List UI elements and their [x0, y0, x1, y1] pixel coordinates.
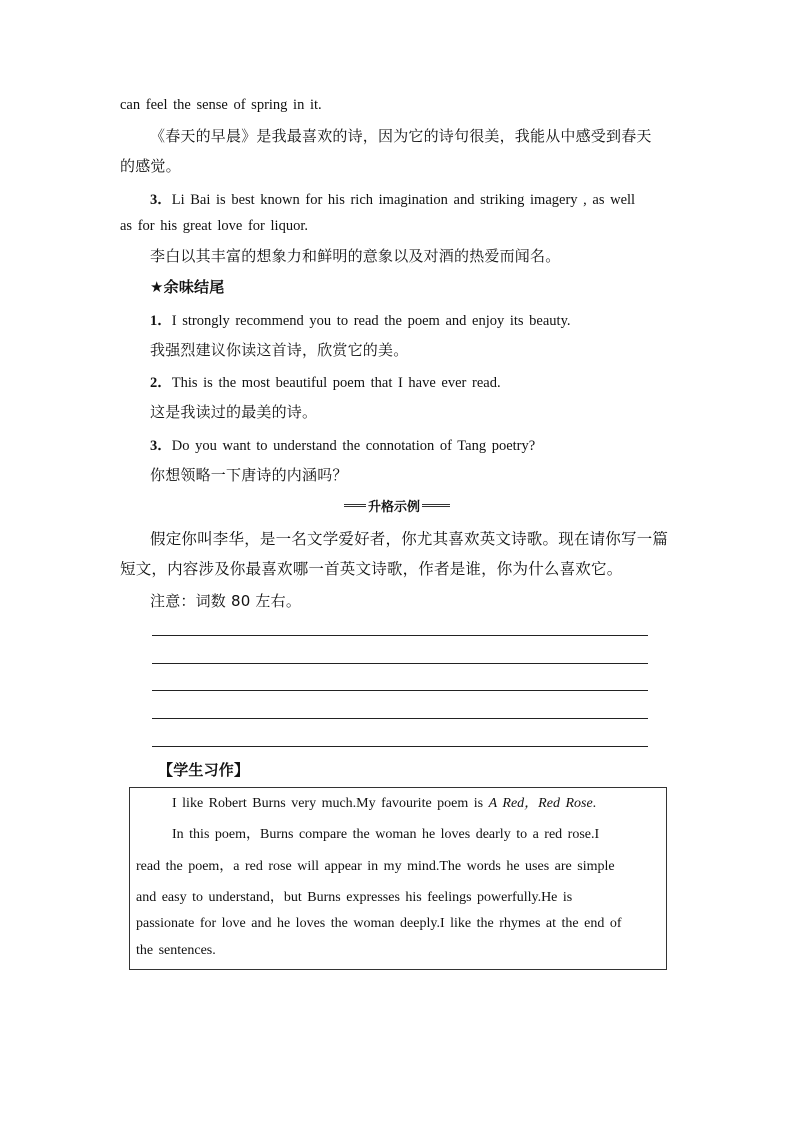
answer-line[interactable] — [152, 690, 648, 691]
text-line: 《春天的早晨》是我最喜欢的诗，因为它的诗句很美，我能从中感受到春天 — [150, 127, 652, 145]
essay-line: passionate for love and he loves the woman deeply.I like the rhymes at the end of — [136, 916, 622, 931]
essay-line: In this poem，Burns compare the woman he loves dearly to a red rose.I — [172, 827, 600, 842]
item-text: This is the most beautiful poem that I have ever read. — [171, 375, 501, 391]
list-item — [150, 434, 535, 455]
answer-line[interactable] — [152, 718, 648, 719]
translation: 你想领略一下唐诗的内涵吗？ — [150, 466, 348, 484]
item-text: Do you want to understand the connotation of Tang poetry? — [171, 438, 536, 454]
item-text: I strongly recommend you to read the poem and enjoy its beauty. — [171, 313, 571, 329]
text-line: as for his great love for liquor. — [120, 218, 308, 234]
text-line — [150, 188, 635, 209]
item-number: 3． — [150, 192, 172, 208]
prompt-text: 短文，内容涉及你最喜欢哪一首英文诗歌，作者是谁，你为什么喜欢它。 — [120, 560, 623, 578]
essay-line: read the poem，a red rose will appear in my mind.The words he uses are simple — [136, 859, 615, 874]
essay-line: and easy to understand，but Burns expresses his feelings powerfully.He is — [136, 890, 573, 905]
text-line: 李白以其丰富的想象力和鲜明的意象以及对酒的热爱而闻名。 — [150, 247, 561, 265]
banner-title: 升格示例 — [366, 496, 422, 515]
essay-line: the sentences. — [136, 943, 216, 958]
list-item — [150, 309, 571, 330]
essay-line — [172, 792, 596, 812]
answer-line[interactable] — [152, 746, 648, 747]
section-heading: ★余味结尾 — [150, 278, 225, 296]
note-text: 注意：词数 80 左右。 — [150, 592, 302, 610]
essay-text: I like Robert Burns very much.My favourite poem is — [172, 796, 489, 811]
section-banner — [344, 497, 450, 513]
translation: 这是我读过的最美的诗。 — [150, 403, 318, 421]
essay-text: . — [592, 796, 597, 811]
text-line: can feel the sense of spring in it. — [120, 97, 322, 113]
poem-title: A Red，Red Rose — [488, 796, 593, 811]
prompt-text: 假定你叫李华，是一名文学爱好者，你尤其喜欢英文诗歌。现在请你写一篇 — [150, 530, 669, 548]
text-line: 的感觉。 — [120, 157, 181, 175]
item-number: 2． — [150, 375, 172, 391]
student-essay-box — [129, 787, 667, 970]
answer-line[interactable] — [152, 663, 648, 664]
item-number: 1． — [150, 313, 172, 329]
translation: 我强烈建议你读这首诗，欣赏它的美。 — [150, 341, 409, 359]
item-text: Li Bai is best known for his rich imagination and striking imagery , as well — [171, 192, 636, 208]
item-number: 3． — [150, 438, 172, 454]
answer-line[interactable] — [152, 635, 648, 636]
list-item — [150, 371, 501, 392]
student-label: 【学生习作】 — [158, 761, 250, 779]
